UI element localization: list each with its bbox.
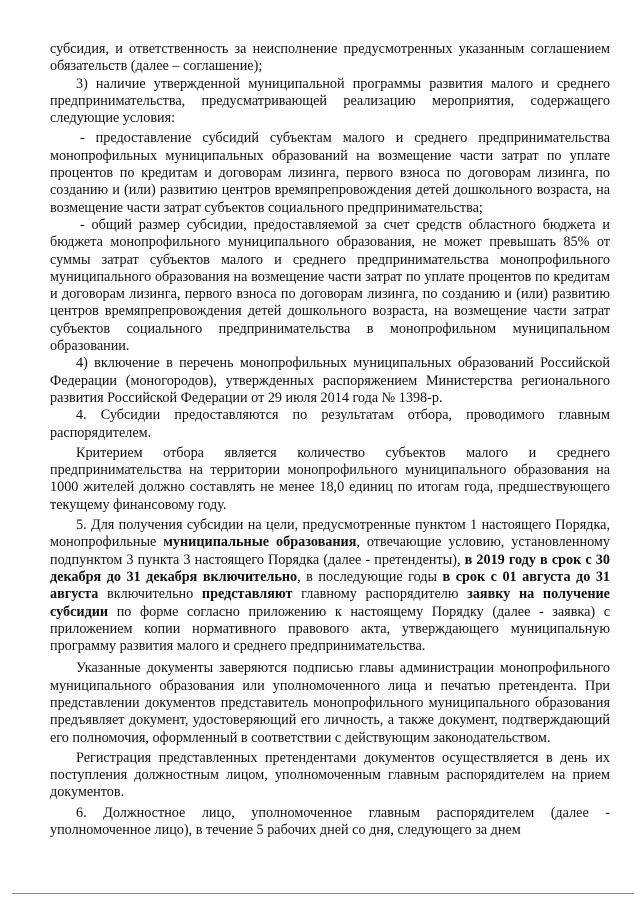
- page-bottom-rule: [12, 893, 634, 894]
- p5-bold-3: в срок с 01 августа до 31 августа: [50, 568, 611, 603]
- p5-bold-2: в 2019 году в срок с 30 декабря до 31 декабря включительно: [50, 551, 610, 585]
- paragraph-3-item-2: - общий размер субсидии, предоставляемой за счет средств областного бюджета и бюджета монопрофильного муниципального образования, не может превышать 85% от суммы затрат субъектов малого и среднего предпринимательства монопрофильного муниципального образования на возмещение части затрат по уплате процентов по кредитам и договорам лизинга, первого взноса по договорам лизинга, по созданию и (или) развитию центров времяпрепровождения детей дошкольного возраста, на возмещение части затрат субъектов социального предпринимательства в монопрофильном муниципальном образовании.: [50, 216, 610, 355]
- paragraph-documents: Указанные документы заверяются подписью главы администрации монопрофильного муниципального образования или уполномоченного лица и печатью претендента. При представлении документов представитель монопрофильного муниципального образования предъявляет документ, удостоверяющий его личность, а также документ, подтверждающий его полномочия, оформленный в соответствии с действующим законодательством.: [50, 660, 610, 746]
- paragraph-3-item-1: - предоставление субсидий субъектам малого и среднего предпринимательства монопрофильных муниципальных образований на возмещение части затрат по уплате процентов по кредитам и договорам лизинга, первого взноса по договорам лизинга, по созданию и (или) развитию центров времяпрепровождения детей дошкольного возраста, на возмещение части затрат субъектов социального предпринимательства;: [50, 130, 610, 216]
- paragraph-criterion: Критерием отбора является количество субъектов малого и среднего предпринимательства на территории монопрофильного муниципального образования на 1000 жителей должно составлять не менее 18,0 единиц по итогам года, предшествующего текущему финансовому году.: [50, 444, 610, 513]
- p5-text-4: включительно: [98, 586, 202, 603]
- paragraph-intro: субсидия, и ответственность за неисполнение предусмотренных указанным соглашением обязательств (далее – соглашение);: [50, 41, 610, 75]
- p5-bold-4: представляют: [201, 586, 293, 603]
- paragraph-4-subitem: 4) включение в перечень монопрофильных муниципальных образований Российской Федерации (моногородов), утвержденных распоряжением Министерства регионального развития Российской Федерации от 29 июля 2014 года № 1398-р.: [50, 355, 610, 406]
- paragraph-3: 3) наличие утвержденной муниципальной программы развития малого и среднего предпринимательства, предусматривающей реализацию мероприятия, содержащего следующие условия:: [50, 75, 610, 127]
- p5-text-1: 5. Для получения субсидии на цели, предусмотренные пунктом 1 настоящего Порядка, монопрофильные: [50, 517, 610, 551]
- paragraph-5: [50, 517, 610, 655]
- p5-bold-1: муниципальные образования: [163, 534, 357, 551]
- paragraph-registration: Регистрация представленных претендентами документов осуществляется в день их поступления должностным лицом, уполномоченным главным распорядителем на прием документов.: [50, 749, 610, 801]
- paragraph-4: 4. Субсидии предоставляются по результатам отбора, проводимого главным распорядителем.: [50, 407, 610, 441]
- p5-text-5: главному распорядителю: [292, 586, 468, 603]
- p5-text-2: , отвечающие условию, установленному подпунктом 3 пункта 3 настоящего Порядка (далее - претенденты),: [50, 534, 611, 568]
- p5-text-3: , в последующие годы: [297, 568, 443, 585]
- paragraph-6: 6. Должностное лицо, уполномоченное главным распорядителем (далее - уполномоченное лицо), в течение 5 рабочих дней со дня, следующего за днем: [50, 804, 610, 839]
- p5-text-6: по форме согласно приложению к настоящему Порядку (далее - заявка) с приложением копии нормативного правового акта, утверждающего муниципальную программу развития малого и среднего предпринимательства.: [50, 603, 610, 655]
- p5-bold-5: заявку на получение субсидии: [50, 586, 610, 620]
